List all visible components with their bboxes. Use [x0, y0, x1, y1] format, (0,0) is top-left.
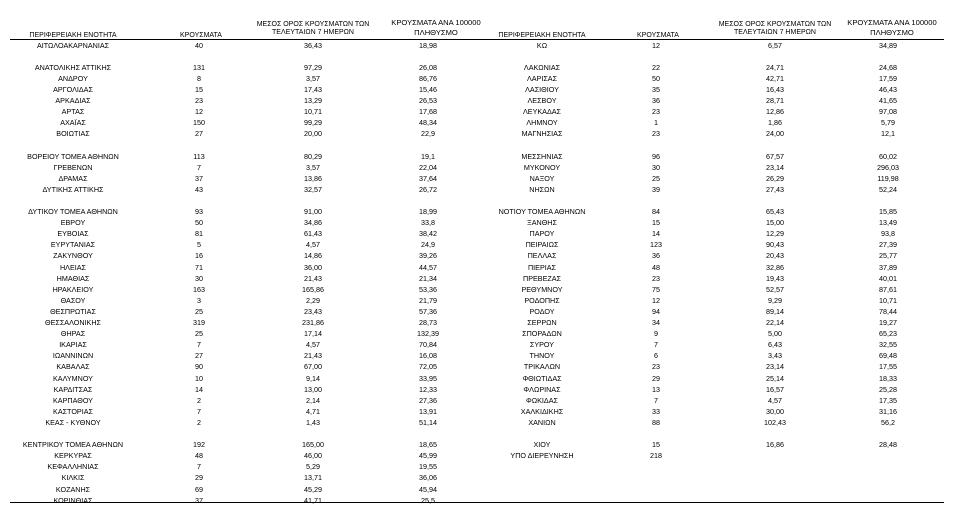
cell-region: ΝΗΣΩΝ [529, 184, 555, 194]
cell-region: ΑΡΓΟΛΙΔΑΣ [53, 84, 93, 94]
cell-avg: 17,14 [304, 329, 322, 339]
cell-per100k: 93,8 [881, 229, 895, 239]
cell-cases: 150 [193, 118, 205, 128]
cell-region: ΦΩΚΙΔΑΣ [526, 395, 558, 405]
cell-cases: 90 [195, 362, 203, 372]
header-cases-left: ΚΡΟΥΣΜΑΤΑ [180, 32, 222, 39]
cell-cases: 23 [652, 129, 660, 139]
cell-avg: 27,43 [766, 184, 784, 194]
cell-per100k: 39,26 [419, 251, 437, 261]
cell-avg: 23,14 [766, 362, 784, 372]
cell-per100k: 15,85 [879, 207, 897, 216]
cell-avg: 20,43 [766, 251, 784, 261]
cell-region: ΚΕΡΚΥΡΑΣ [54, 451, 92, 461]
cell-avg: 32,57 [304, 184, 322, 194]
cell-avg: 3,57 [306, 162, 320, 172]
cell-region: ΗΛΕΙΑΣ [59, 262, 87, 272]
cell-avg: 165,86 [302, 284, 324, 294]
cell-cases: 37 [195, 495, 203, 505]
cell-per100k: 19,1 [421, 151, 435, 161]
cell-region: ΡΕΘΥΜΝΟΥ [521, 284, 563, 294]
cell-per100k: 19,27 [879, 318, 897, 327]
cell-cases: 23 [652, 107, 660, 117]
header-per100k-left-line2: ΠΛΗΘΥΣΜΟ [414, 28, 458, 37]
cell-region: ΘΕΣΠΡΩΤΙΑΣ [50, 306, 96, 316]
cell-cases: 7 [197, 406, 201, 416]
cell-cases: 94 [652, 306, 660, 316]
cell-region: ΤΗΝΟΥ [529, 351, 555, 361]
cell-region: ΔΥΤΙΚΟΥ ΤΟΜΕΑ ΑΘΗΝΩΝ [28, 207, 118, 216]
cell-region: ΛΑΣΙΘΙΟΥ [525, 84, 559, 94]
cell-per100k: 24,68 [879, 62, 897, 72]
cell-avg: 4,57 [306, 340, 320, 350]
header-region-left: ΠΕΡΙΦΕΡΕΙΑΚΗ ΕΝΟΤΗΤΑ [29, 32, 117, 39]
cell-per100k: 41,65 [879, 96, 897, 105]
cell-per100k: 26,08 [419, 62, 437, 72]
cell-per100k: 97,08 [879, 107, 897, 117]
cell-avg: 102,43 [764, 417, 786, 427]
cell-per100k: 296,03 [877, 162, 899, 172]
cell-cases: 75 [652, 284, 660, 294]
cell-avg: 13,86 [304, 173, 322, 183]
cell-cases: 34 [652, 318, 660, 327]
cell-avg: 5,29 [306, 462, 320, 472]
cell-per100k: 57,36 [419, 306, 437, 316]
cell-avg: 2,14 [306, 395, 320, 405]
cell-region: ΓΡΕΒΕΝΩΝ [53, 162, 93, 172]
cell-cases: 35 [652, 84, 660, 94]
cell-avg: 13,71 [304, 473, 322, 483]
cell-cases: 69 [195, 484, 203, 494]
cell-per100k: 33,95 [419, 373, 437, 383]
cell-region: ΚΙΛΚΙΣ [61, 473, 85, 483]
cell-region: ΙΩΑΝΝΙΝΩΝ [52, 351, 94, 361]
cell-region: ΛΑΚΩΝΙΑΣ [523, 62, 561, 72]
cell-region: ΚΑΛΥΜΝΟΥ [53, 373, 93, 383]
cell-region: ΠΕΛΛΑΣ [527, 251, 557, 261]
cell-cases: 29 [652, 373, 660, 383]
cell-avg: 4,57 [306, 240, 320, 250]
cell-per100k: 40,01 [879, 273, 897, 283]
cell-region: ΔΡΑΜΑΣ [58, 173, 88, 183]
cell-avg: 30,00 [766, 406, 784, 416]
cell-avg: 32,86 [766, 262, 784, 272]
header-per100k-left-line1: ΚΡΟΥΣΜΑΤΑ ΑΝΑ 100000 [391, 18, 481, 27]
cell-region: ΛΕΥΚΑΔΑΣ [522, 107, 561, 117]
cell-cases: 14 [652, 229, 660, 239]
cell-avg: 12,86 [766, 107, 784, 117]
cell-region: ΚΕΑΣ - ΚΥΘΝΟΥ [45, 417, 101, 427]
cell-cases: 319 [193, 318, 205, 327]
cell-region: ΚΑΡΔΙΤΣΑΣ [53, 384, 93, 394]
cell-per100k: 13,91 [419, 406, 437, 416]
cell-cases: 23 [652, 362, 660, 372]
cell-avg: 14,86 [304, 251, 322, 261]
cell-avg: 4,57 [768, 395, 782, 405]
cell-region: ΝΑΞΟΥ [529, 173, 555, 183]
cell-region: ΠΡΕΒΕΖΑΣ [523, 273, 561, 283]
cell-per100k: 28,73 [419, 318, 437, 327]
cell-per100k: 26,72 [419, 184, 437, 194]
cell-cases: 163 [193, 284, 205, 294]
cell-per100k: 44,57 [419, 262, 437, 272]
cell-cases: 48 [195, 451, 203, 461]
cell-per100k: 119,98 [877, 173, 899, 183]
cell-avg: 28,71 [766, 96, 784, 105]
cell-avg: 13,29 [304, 96, 322, 105]
cell-cases: 12 [652, 40, 660, 50]
cell-cases: 25 [652, 173, 660, 183]
cell-region: ΡΟΔΟΥ [529, 306, 555, 316]
cell-region: ΗΜΑΘΙΑΣ [56, 273, 90, 283]
cell-cases: 30 [652, 162, 660, 172]
cell-region: ΝΟΤΙΟΥ ΤΟΜΕΑ ΑΘΗΝΩΝ [498, 207, 586, 216]
cell-per100k: 28,48 [879, 440, 897, 450]
cell-avg: 24,00 [766, 129, 784, 139]
cell-region: ΒΟΙΩΤΙΑΣ [56, 129, 90, 139]
cell-avg: 23,14 [766, 162, 784, 172]
cell-region: ΧΑΝΙΩΝ [528, 417, 556, 427]
cell-region: ΥΠΟ ΔΙΕΡΕΥΝΗΣΗ [510, 451, 574, 461]
cell-cases: 123 [650, 240, 662, 250]
cell-per100k: 21,34 [419, 273, 437, 283]
cell-per100k: 69,48 [879, 351, 897, 361]
cell-cases: 23 [195, 96, 203, 105]
cell-cases: 27 [195, 351, 203, 361]
cell-region: ΘΑΣΟΥ [60, 295, 86, 305]
cell-avg: 20,00 [304, 129, 322, 139]
cell-cases: 15 [195, 84, 203, 94]
cell-per100k: 17,35 [879, 395, 897, 405]
cell-region: ΑΝΑΤΟΛΙΚΗΣ ΑΤΤΙΚΗΣ [34, 62, 112, 72]
cell-region: ΕΒΡΟΥ [60, 218, 86, 228]
cell-cases: 15 [652, 218, 660, 228]
cell-avg: 23,43 [304, 306, 322, 316]
cell-cases: 39 [652, 184, 660, 194]
cell-avg: 5,00 [768, 329, 782, 339]
cell-region: ΚΕΦΑΛΛΗΝΙΑΣ [47, 462, 99, 472]
cell-region: ΑΡΚΑΔΙΑΣ [55, 96, 91, 105]
cell-per100k: 18,33 [879, 373, 897, 383]
cell-avg: 16,43 [766, 84, 784, 94]
cell-cases: 2 [197, 395, 201, 405]
cell-per100k: 132,39 [417, 329, 439, 339]
cell-region: ΛΑΡΙΣΑΣ [526, 73, 558, 83]
cell-cases: 29 [195, 473, 203, 483]
cell-region: ΛΗΜΝΟΥ [526, 118, 558, 128]
header-region-right: ΠΕΡΙΦΕΡΕΙΑΚΗ ΕΝΟΤΗΤΑ [498, 32, 586, 39]
cell-per100k: 32,55 [879, 340, 897, 350]
cell-per100k: 25,5 [421, 495, 435, 505]
cell-avg: 67,00 [304, 362, 322, 372]
cell-region: ΗΡΑΚΛΕΙΟΥ [52, 284, 94, 294]
cell-per100k: 17,59 [879, 73, 897, 83]
header-per100k-right-line1: ΚΡΟΥΣΜΑΤΑ ΑΝΑ 100000 [847, 18, 937, 27]
cell-avg: 3,57 [306, 73, 320, 83]
cell-region: ΚΟΡΙΝΘΙΑΣ [53, 495, 93, 505]
cell-per100k: 25,77 [879, 251, 897, 261]
cell-cases: 218 [650, 451, 662, 461]
cell-region: ΕΥΒΟΙΑΣ [57, 229, 89, 239]
cell-region: ΛΕΣΒΟΥ [527, 96, 557, 105]
cell-avg: 165,00 [302, 440, 324, 450]
cell-cases: 10 [195, 373, 203, 383]
cell-avg: 99,29 [304, 118, 322, 128]
cell-per100k: 78,44 [879, 306, 897, 316]
cell-region: ΦΘΙΩΤΙΔΑΣ [522, 373, 562, 383]
cell-avg: 97,29 [304, 62, 322, 72]
cell-cases: 23 [652, 273, 660, 283]
cell-per100k: 37,89 [879, 262, 897, 272]
cell-avg: 1,86 [768, 118, 782, 128]
cell-region: ΜΕΣΣΗΝΙΑΣ [521, 151, 563, 161]
cell-per100k: 51,14 [419, 417, 437, 427]
cell-avg: 90,43 [766, 240, 784, 250]
cell-avg: 42,71 [766, 73, 784, 83]
cell-avg: 1,43 [306, 417, 320, 427]
cell-per100k: 87,61 [879, 284, 897, 294]
cell-per100k: 16,08 [419, 351, 437, 361]
cell-cases: 25 [195, 306, 203, 316]
cell-per100k: 65,23 [879, 329, 897, 339]
cell-per100k: 24,9 [421, 240, 435, 250]
cell-per100k: 45,99 [419, 451, 437, 461]
cell-avg: 41,71 [304, 495, 322, 505]
cell-per100k: 10,71 [879, 295, 897, 305]
cell-region: ΜΥΚΟΝΟΥ [523, 162, 561, 172]
cell-region: ΘΗΡΑΣ [60, 329, 86, 339]
cell-avg: 26,29 [766, 173, 784, 183]
cell-per100k: 37,64 [419, 173, 437, 183]
cell-cases: 7 [654, 395, 658, 405]
cell-cases: 7 [197, 340, 201, 350]
cell-region: ΚΑΣΤΟΡΙΑΣ [53, 406, 93, 416]
cell-cases: 7 [197, 462, 201, 472]
cell-cases: 12 [195, 107, 203, 117]
cell-per100k: 17,68 [419, 107, 437, 117]
cell-avg: 13,00 [304, 384, 322, 394]
cell-avg: 15,00 [766, 218, 784, 228]
cell-avg: 3,43 [768, 351, 782, 361]
cell-region: ΚΑΒΑΛΑΣ [56, 362, 90, 372]
cell-avg: 16,86 [766, 440, 784, 450]
cell-cases: 36 [652, 251, 660, 261]
cell-per100k: 53,36 [419, 284, 437, 294]
cell-region: ΣΕΡΡΩΝ [527, 318, 557, 327]
cell-cases: 7 [197, 162, 201, 172]
cell-avg: 10,71 [304, 107, 322, 117]
cell-avg: 9,14 [306, 373, 320, 383]
cell-cases: 131 [193, 62, 205, 72]
cell-avg: 80,29 [304, 151, 322, 161]
cell-cases: 37 [195, 173, 203, 183]
cell-per100k: 12,33 [419, 384, 437, 394]
cell-avg: 6,43 [768, 340, 782, 350]
cell-cases: 48 [652, 262, 660, 272]
cell-per100k: 19,55 [419, 462, 437, 472]
cell-cases: 84 [652, 207, 660, 216]
cell-per100k: 56,2 [881, 417, 895, 427]
cell-avg: 12,29 [766, 229, 784, 239]
cell-per100k: 60,02 [879, 151, 897, 161]
cell-cases: 81 [195, 229, 203, 239]
cell-cases: 36 [652, 96, 660, 105]
cell-region: ΚΩ [536, 40, 548, 50]
cell-cases: 9 [654, 329, 658, 339]
cell-per100k: 22,9 [421, 129, 435, 139]
cell-per100k: 26,53 [419, 96, 437, 105]
cell-region: ΚΕΝΤΡΙΚΟΥ ΤΟΜΕΑ ΑΘΗΝΩΝ [22, 440, 124, 450]
cell-per100k: 18,99 [419, 207, 437, 216]
cell-avg: 2,29 [306, 295, 320, 305]
cell-region: ΠΙΕΡΙΑΣ [527, 262, 556, 272]
cell-cases: 93 [195, 207, 203, 216]
cell-region: ΣΠΟΡΑΔΩΝ [522, 329, 562, 339]
cell-avg: 24,71 [766, 62, 784, 72]
cell-cases: 50 [652, 73, 660, 83]
cell-cases: 22 [652, 62, 660, 72]
cell-avg: 34,86 [304, 218, 322, 228]
cell-cases: 1 [654, 118, 658, 128]
cell-per100k: 34,89 [879, 40, 897, 50]
cell-cases: 7 [654, 340, 658, 350]
cell-per100k: 12,1 [881, 129, 895, 139]
header-cases-right: ΚΡΟΥΣΜΑΤΑ [637, 32, 679, 39]
cell-cases: 2 [197, 417, 201, 427]
cell-region: ΘΕΣΣΑΛΟΝΙΚΗΣ [45, 318, 101, 327]
cell-per100k: 15,46 [419, 84, 437, 94]
cell-per100k: 70,84 [419, 340, 437, 350]
cell-region: ΒΟΡΕΙΟΥ ΤΟΜΕΑ ΑΘΗΝΩΝ [27, 151, 119, 161]
header-avg-left-line2: ΤΕΛΕΥΤΑΙΩΝ 7 ΗΜΕΡΩΝ [272, 29, 354, 36]
cell-avg: 19,43 [766, 273, 784, 283]
cell-avg: 21,43 [304, 273, 322, 283]
cell-region: ΡΟΔΟΠΗΣ [524, 295, 560, 305]
cell-per100k: 13,49 [879, 218, 897, 228]
cell-region: ΚΑΡΠΑΘΟΥ [53, 395, 93, 405]
cell-cases: 25 [195, 329, 203, 339]
cell-region: ΠΑΡΟΥ [529, 229, 555, 239]
cell-region: ΑΧΑΪΑΣ [60, 118, 86, 128]
cell-cases: 40 [195, 40, 203, 50]
cell-cases: 3 [197, 295, 201, 305]
cell-region: ΧΑΛΚΙΔΙΚΗΣ [520, 406, 564, 416]
cell-cases: 5 [197, 240, 201, 250]
cell-cases: 50 [195, 218, 203, 228]
cell-cases: 27 [195, 129, 203, 139]
cell-per100k: 25,28 [879, 384, 897, 394]
cell-avg: 16,57 [766, 384, 784, 394]
cell-cases: 12 [652, 295, 660, 305]
cell-cases: 71 [195, 262, 203, 272]
header-avg-right-line1: ΜΕΣΟΣ ΟΡΟΣ ΚΡΟΥΣΜΑΤΩΝ ΤΩΝ [718, 21, 832, 28]
cell-region: ΔΥΤΙΚΗΣ ΑΤΤΙΚΗΣ [42, 184, 104, 194]
cell-region: ΙΚΑΡΙΑΣ [59, 340, 87, 350]
cell-region: ΑΙΤΩΛΟΑΚΑΡΝΑΝΙΑΣ [36, 40, 110, 50]
cell-avg: 17,43 [304, 84, 322, 94]
cell-avg: 25,14 [766, 373, 784, 383]
cell-avg: 91,00 [304, 207, 322, 216]
cell-per100k: 18,65 [419, 440, 437, 450]
cell-cases: 192 [193, 440, 205, 450]
cell-avg: 46,00 [304, 451, 322, 461]
cell-per100k: 36,06 [419, 473, 437, 483]
cell-per100k: 27,39 [879, 240, 897, 250]
cell-cases: 15 [652, 440, 660, 450]
cell-per100k: 46,43 [879, 84, 897, 94]
cell-cases: 6 [654, 351, 658, 361]
cell-region: ΞΑΝΘΗΣ [527, 218, 557, 228]
cell-avg: 65,43 [766, 207, 784, 216]
cell-avg: 52,57 [766, 284, 784, 294]
cell-cases: 113 [193, 151, 205, 161]
cell-region: ΑΝΔΡΟΥ [58, 73, 88, 83]
cell-avg: 4,71 [306, 406, 320, 416]
cell-cases: 13 [652, 384, 660, 394]
header-avg-left-line1: ΜΕΣΟΣ ΟΡΟΣ ΚΡΟΥΣΜΑΤΩΝ ΤΩΝ [256, 21, 370, 28]
cell-avg: 61,43 [304, 229, 322, 239]
cell-cases: 88 [652, 417, 660, 427]
cell-avg: 67,57 [766, 151, 784, 161]
cell-avg: 6,57 [768, 40, 782, 50]
cell-region: ΣΥΡΟΥ [529, 340, 555, 350]
cell-per100k: 21,79 [419, 295, 437, 305]
cell-avg: 9,29 [768, 295, 782, 305]
cell-per100k: 45,94 [419, 484, 437, 494]
cell-cases: 96 [652, 151, 660, 161]
cell-cases: 8 [197, 73, 201, 83]
cell-avg: 89,14 [766, 306, 784, 316]
cell-per100k: 52,24 [879, 184, 897, 194]
header-avg-right-line2: ΤΕΛΕΥΤΑΙΩΝ 7 ΗΜΕΡΩΝ [734, 29, 816, 36]
cell-region: ΑΡΤΑΣ [61, 107, 85, 117]
cell-region: ΖΑΚΥΝΘΟΥ [53, 251, 93, 261]
cell-region: ΦΛΩΡΙΝΑΣ [523, 384, 561, 394]
cell-per100k: 86,76 [419, 73, 437, 83]
cell-region: ΕΥΡΥΤΑΝΙΑΣ [50, 240, 96, 250]
cell-region: ΧΙΟΥ [533, 440, 551, 450]
cell-cases: 43 [195, 184, 203, 194]
cell-per100k: 22,04 [419, 162, 437, 172]
cell-per100k: 31,16 [879, 406, 897, 416]
cell-avg: 45,29 [304, 484, 322, 494]
cell-per100k: 17,55 [879, 362, 897, 372]
cell-cases: 14 [195, 384, 203, 394]
cell-per100k: 38,42 [419, 229, 437, 239]
header-per100k-right-line2: ΠΛΗΘΥΣΜΟ [870, 28, 914, 37]
cell-per100k: 72,05 [419, 362, 437, 372]
cell-avg: 36,00 [304, 262, 322, 272]
cell-per100k: 5,79 [881, 118, 895, 128]
cell-per100k: 33,8 [421, 218, 435, 228]
cell-region: ΠΕΙΡΑΙΩΣ [525, 240, 559, 250]
cell-per100k: 18,98 [419, 40, 437, 50]
cell-cases: 16 [195, 251, 203, 261]
cell-avg: 22,14 [766, 318, 784, 327]
cell-avg: 36,43 [304, 40, 322, 50]
cell-cases: 30 [195, 273, 203, 283]
cell-region: ΚΟΖΑΝΗΣ [55, 484, 91, 494]
cell-avg: 231,86 [302, 318, 324, 327]
cell-per100k: 48,34 [419, 118, 437, 128]
cell-region: ΤΡΙΚΑΛΩΝ [523, 362, 561, 372]
cell-avg: 21,43 [304, 351, 322, 361]
cell-region: ΜΑΓΝΗΣΙΑΣ [521, 129, 563, 139]
cell-per100k: 27,36 [419, 395, 437, 405]
cell-cases: 33 [652, 406, 660, 416]
